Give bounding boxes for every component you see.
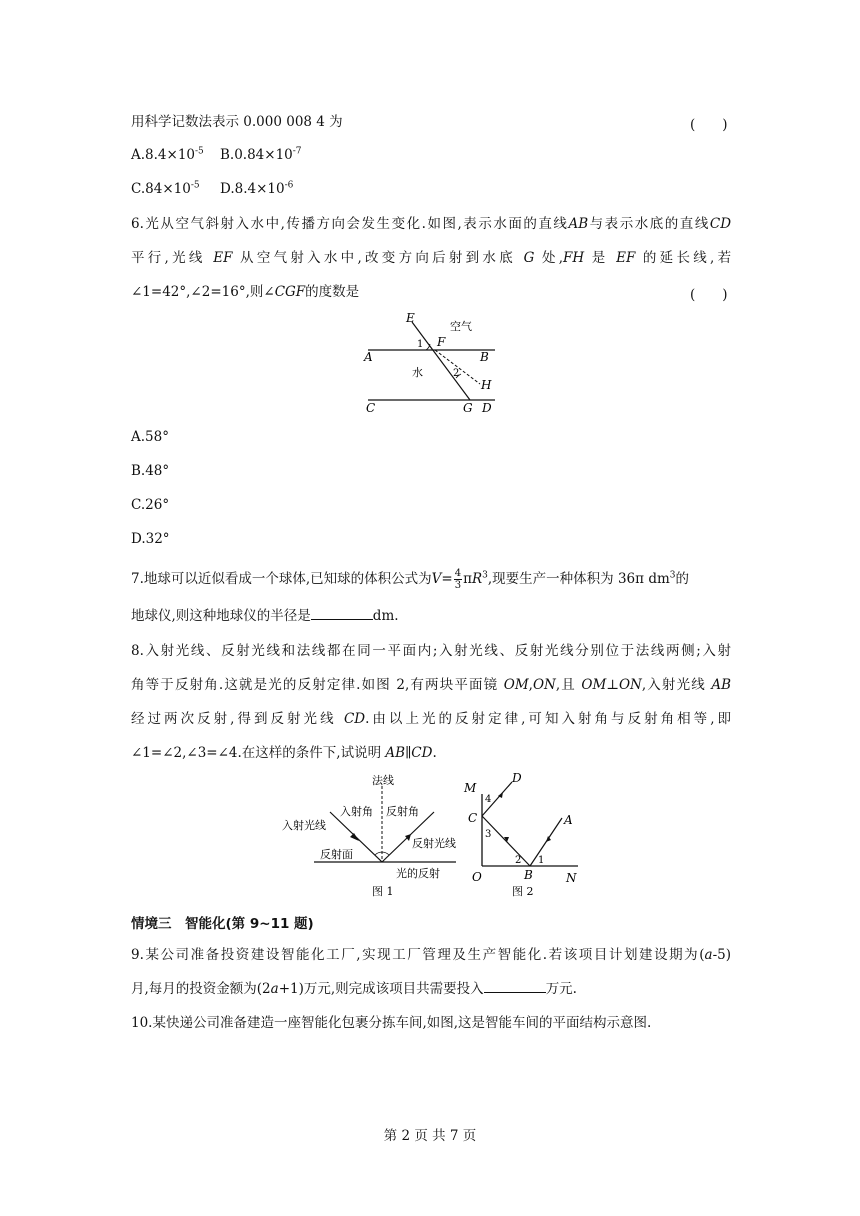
q6-stem-line1: 6.光从空气斜射入水中,传播方向会发生变化.如图,表示水面的直线AB与表示水底的直线CD xyxy=(131,216,732,232)
label-angle-3: 3 xyxy=(485,829,492,840)
label-O: O xyxy=(472,870,482,884)
reflected-arrowhead xyxy=(405,834,411,841)
q8-stem-line3: 经过两次反射,得到反射光线 CD.由以上光的反射定律,可知入射角与反射角相等,即 xyxy=(131,711,732,727)
q9-answer-blank[interactable] xyxy=(484,980,546,993)
q7-fraction: $\frac{4}{3}$ xyxy=(454,568,462,591)
q5-option-b: $B.0.84\times 10^{-7}$ xyxy=(220,146,302,163)
incident-arrowhead xyxy=(350,833,359,841)
page-footer: 第 2 页 共 7 页 xyxy=(383,1128,477,1144)
label-reflect-angle: 反射角 xyxy=(386,805,419,818)
q8-figure-1 xyxy=(278,770,478,900)
q9-stem-line1: 9.某公司准备投资建设智能化工厂,实现工厂管理及生产智能化.若该项目计划建设期为(a-5) xyxy=(131,947,731,963)
label-incident-angle: 入射角 xyxy=(340,805,373,818)
label-M: M xyxy=(464,781,477,795)
q6-stem-line2: 平行,光线 EF 从空气射入水中,改变方向后射到水底 G 处,FH 是 EF 的延长线,若 xyxy=(131,250,732,266)
label-B: B xyxy=(480,350,489,364)
label-air: 空气 xyxy=(450,320,472,333)
label-G: G xyxy=(463,401,473,415)
ray-bc-line xyxy=(482,816,530,866)
q6-option-b: B.48° xyxy=(131,463,170,479)
label-C: C xyxy=(366,401,376,415)
angle1-arc xyxy=(426,344,430,350)
q8-stem-line4: ∠1=∠2,∠3=∠4.在这样的条件下,试说明 AB∥CD. xyxy=(131,745,437,761)
q6-answer-paren: ( ) xyxy=(690,287,728,303)
caption-figure-1: 图 1 xyxy=(372,885,394,898)
q5-stem: 用科学记数法表示 0.000 008 4 为 xyxy=(131,114,343,130)
label-D: D xyxy=(482,401,492,415)
label-reflect-ray: 反射光线 xyxy=(412,837,456,850)
q6-option-c: C.26° xyxy=(131,497,170,513)
q7-answer-blank[interactable] xyxy=(311,607,373,620)
label-incident-ray: 入射光线 xyxy=(282,819,326,832)
label-angle-1: 1 xyxy=(538,855,545,866)
label-angle-4: 4 xyxy=(485,794,492,805)
refracted-ray-line xyxy=(412,322,470,400)
label-E: E xyxy=(406,311,415,325)
q5-option-a: $A.8.4\times 10^{-5}$ xyxy=(131,146,204,163)
q9-stem-line2: 月,每月的投资金额为(2a+1)万元,则完成该项目共需要投入 万元. xyxy=(131,981,577,997)
label-normal: 法线 xyxy=(372,774,394,787)
q8-stem-line1: 8.入射光线、反射光线和法线都在同一平面内;入射光线、反射光线分别位于法线两侧;入射 xyxy=(131,643,731,659)
q5-option-c: $C.84\times 10^{-5}$ xyxy=(131,180,200,197)
label-F: F xyxy=(437,335,446,349)
label-H: H xyxy=(481,378,492,392)
section-heading: 情境三 智能化(第 9~11 题) xyxy=(131,916,314,932)
q6-option-a: A.58° xyxy=(131,429,169,445)
q8-stem-line2: 角等于反射角.这就是光的反射定律.如图 2,有两块平面镜 OM,ON,且 OM⊥ON,入射光线 AB xyxy=(131,677,732,693)
label-surface: 反射面 xyxy=(320,848,353,861)
label-angle1: 1 xyxy=(417,339,424,350)
caption-figure-2: 图 2 xyxy=(512,885,534,898)
label-A: A xyxy=(564,813,573,827)
label-reflection: 光的反射 xyxy=(396,867,440,880)
q7-stem-line1: 7.地球可以近似看成一个球体,已知球的体积公式为V= $\frac{4}{3}$ $\pi R^3$,现要生产一种体积为 36π $dm^3$的 xyxy=(131,568,689,591)
q5-option-d: $D.8.4\times 10^{-6}$ xyxy=(220,180,294,197)
label-D: D xyxy=(512,771,522,785)
label-N: N xyxy=(566,871,577,885)
q8-figure-2 xyxy=(458,770,588,900)
label-angle2: 2 xyxy=(453,368,460,379)
label-C: C xyxy=(468,811,478,825)
q5-answer-paren: ( ) xyxy=(690,117,728,133)
q6-refraction-figure xyxy=(360,308,505,420)
q6-option-d: D.32° xyxy=(131,531,170,547)
q6-stem-line3: ∠1=42°,∠2=16°,则∠CGF的度数是 xyxy=(131,284,360,300)
q7-stem-line2: 地球仪,则这种地球仪的半径是 dm. xyxy=(131,608,399,624)
label-B: B xyxy=(524,868,533,882)
arrowhead-ab xyxy=(546,836,551,842)
label-A: A xyxy=(364,350,373,364)
q10-stem: 10.某快递公司准备建造一座智能化包裹分拣车间,如图,这是智能车间的平面结构示意图. xyxy=(131,1015,652,1031)
label-water: 水 xyxy=(412,366,423,379)
label-angle-2: 2 xyxy=(515,855,522,866)
